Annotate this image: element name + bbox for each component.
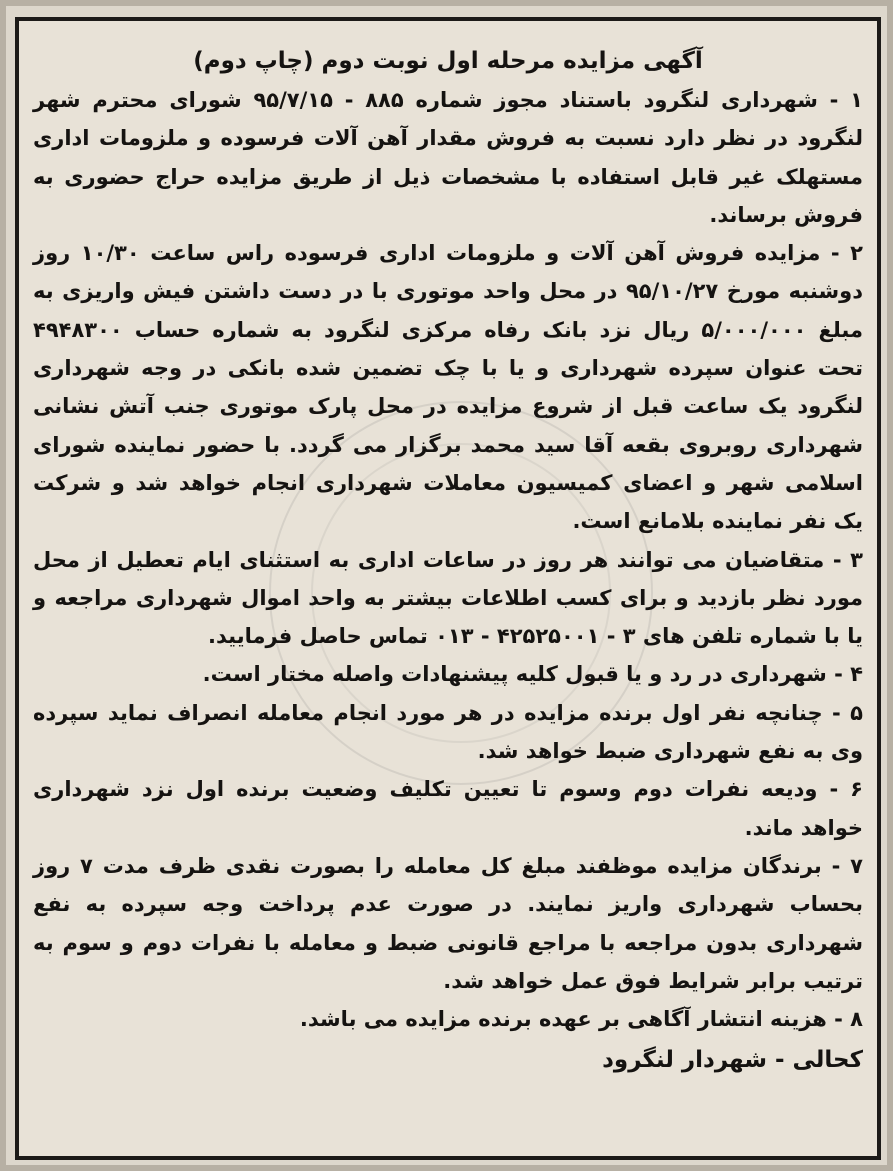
newspaper-clipping	[6, 6, 887, 1165]
clause-1: ۱ - شهرداری لنگرود باستناد مجوز شماره ۸۸۵ - ۹۵/۷/۱۵ شورای محترم شهر لنگرود در نظر دارد نسبت به فروش مقدار آهن آلات فرسوده و ملزومات اداری مستهلک غیر قابل استفاده با مشخصات ذیل از طریق مزایده حراج حضوری به فروش برساند.	[33, 88, 863, 227]
signature: کحالی - شهردار لنگرود	[602, 1047, 863, 1074]
notice-title: آگهی مزایده مرحله اول نوبت دوم (چاپ دوم)	[193, 48, 703, 74]
clause-2: ۲ - مزایده فروش آهن آلات و ملزومات اداری فرسوده راس ساعت ۱۰/۳۰ روز دوشنبه مورخ ۹۵/۱۰/۲۷ در محل واحد موتوری با در دست داشتن فیش واریزی به مبلغ ۵/۰۰۰/۰۰۰ ریال نزد بانک رفاه مرکزی لنگرود به شماره حساب ۴۹۴۸۳۰۰ تحت عنوان سپرده شهرداری و یا با چک تضمین شده بانکی در وجه شهرداری لنگرود یک ساعت قبل از شروع مزایده در محل پارک موتوری جنب آتش نشانی شهرداری روبروی بقعه آقا سید محمد برگزار می گردد. با حضور نماینده شورای اسلامی شهر و اعضای کمیسیون معاملات شهرداری انجام خواهد شد و شرکت یک نفر نماینده بلامانع است.	[33, 241, 863, 534]
clause-5: ۵ - چنانچه نفر اول برنده مزایده در هر مورد انجام معامله انصراف نماید سپرده وی به نفع شهرداری ضبط خواهد شد.	[33, 700, 863, 764]
clause-6: ۶ - ودیعه نفرات دوم وسوم تا تعیین تکلیف وضعیت برنده اول نزد شهرداری خواهد ماند.	[33, 777, 863, 840]
notice-body	[33, 41, 863, 1148]
clause-8: ۸ - هزینه انتشار آگاهی بر عهده برنده مزایده می باشد.	[299, 1007, 863, 1032]
clause-4: ۴ - شهرداری در رد و یا قبول کلیه پیشنهادات واصله مختار است.	[202, 662, 863, 687]
clause-3: ۳ - متقاضیان می توانند هر روز در ساعات اداری به استثنای ایام تعطیل از محل مورد نظر بازدید و برای کسب اطلاعات بیشتر به واحد اموال شهرداری مراجعه و یا با شماره تلفن های ۳ - ۴۲۵۲۵۰۰۱ - ۰۱۳ تماس حاصل فرمایید.	[33, 547, 863, 649]
clause-7: ۷ - برندگان مزایده موظفند مبلغ کل معامله را بصورت نقدی ظرف مدت ۷ روز بحساب شهرداری واریز نمایند. در صورت عدم پرداخت وجه سپرده به نفع شهرداری بدون مراجعه با مراجع قانونی ضبط و معامله با نفرات دوم و سوم به ترتیب برابر شرایط فوق عمل خواهد شد.	[33, 853, 863, 993]
notice-frame	[15, 17, 881, 1160]
